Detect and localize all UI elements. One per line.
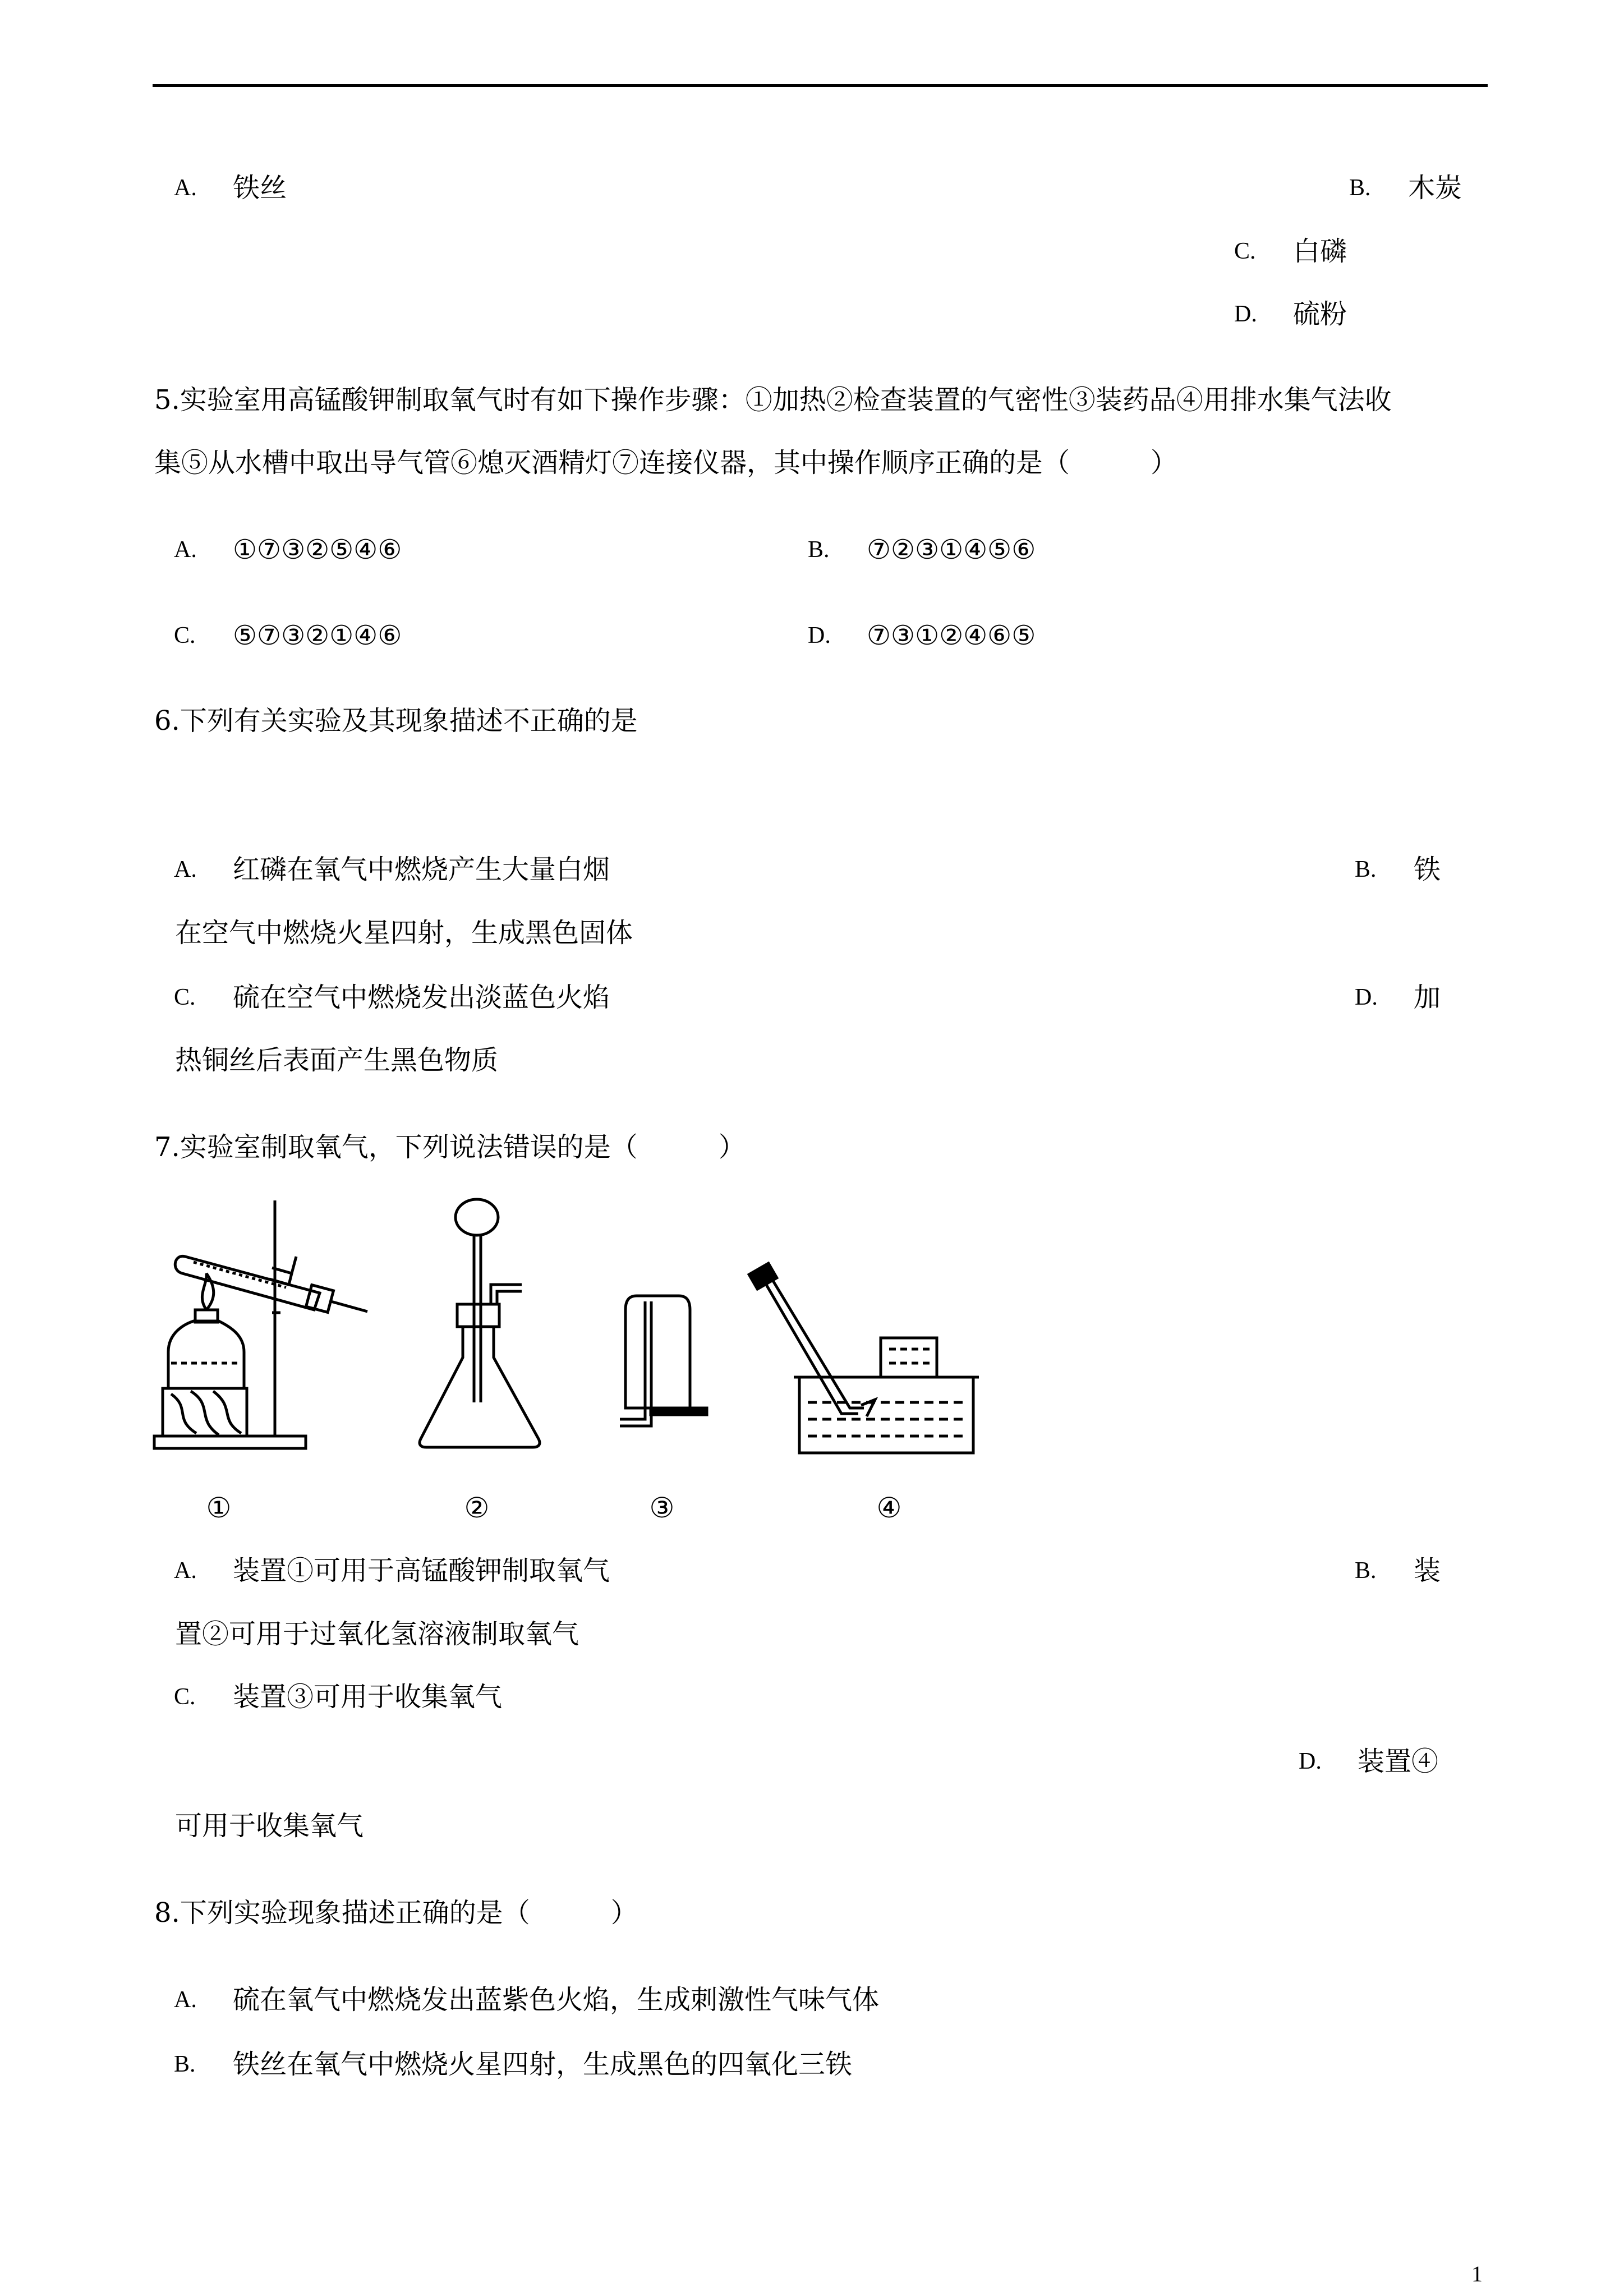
figure-label-2: ② — [464, 1492, 490, 1524]
q6-option-d-cont: 热铜丝后表面产生黑色物质 — [175, 1045, 499, 1076]
q7-option-a-text: 装置①可用于高锰酸钾制取氧气 — [233, 1555, 610, 1586]
q6-option-b-label: B. — [1355, 857, 1377, 882]
q8-option-a-label: A. — [174, 1987, 197, 2013]
q5-option-c-label: C. — [174, 623, 196, 648]
q7-stem: 7.实验室制取氧气，下列说法错误的是（ ） — [154, 1131, 746, 1163]
q7-option-c-text: 装置③可用于收集氧气 — [233, 1681, 503, 1713]
figure-label-1: ① — [206, 1492, 232, 1524]
q4-option-d-text: 硫粉 — [1293, 298, 1347, 330]
q4-option-c-text: 白磷 — [1293, 236, 1347, 267]
q7-option-b-text: 装 — [1414, 1555, 1441, 1586]
apparatus-3 — [620, 1296, 707, 1426]
q4-option-d-label: D. — [1234, 301, 1257, 327]
q4-option-b-label: B. — [1349, 175, 1371, 201]
q8-option-a-text: 硫在氧气中燃烧发出蓝紫色火焰，生成刺激性气味气体 — [233, 1984, 880, 2016]
q6-stem: 6.下列有关实验及其现象描述不正确的是 — [154, 705, 638, 737]
q7-apparatus-figure — [151, 1189, 982, 1526]
q6-option-d-label: D. — [1355, 984, 1378, 1010]
q6-option-b-cont: 在空气中燃烧火星四射，生成黑色固体 — [175, 917, 633, 949]
figure-label-3: ③ — [649, 1492, 675, 1524]
q5-option-a-text: ①⑦③②⑤④⑥ — [233, 534, 402, 565]
q4-option-a-text: 铁丝 — [233, 172, 287, 204]
q7-option-b-label: B. — [1355, 1558, 1377, 1584]
q8-option-b-text: 铁丝在氧气中燃烧火星四射，生成黑色的四氧化三铁 — [233, 2049, 853, 2080]
apparatus-2 — [420, 1199, 540, 1447]
q7-option-d-label: D. — [1299, 1749, 1322, 1774]
q6-option-c-label: C. — [174, 984, 196, 1010]
q4-option-c-label: C. — [1234, 238, 1256, 264]
q5-stem-line2: 集⑤从水槽中取出导气管⑥熄灭酒精灯⑦连接仪器，其中操作顺序正确的是（ ） — [154, 447, 1178, 478]
q5-option-a-label: A. — [174, 537, 197, 563]
q5-option-c-text: ⑤⑦③②①④⑥ — [233, 620, 402, 651]
q5-option-d-text: ⑦③①②④⑥⑤ — [867, 620, 1036, 651]
q5-option-b-label: B. — [808, 537, 830, 563]
q7-option-d-text: 装置④ — [1358, 1746, 1439, 1777]
apparatus-4 — [749, 1263, 979, 1453]
q8-stem: 8.下列实验现象描述正确的是（ ） — [154, 1897, 638, 1929]
q6-option-c-text: 硫在空气中燃烧发出淡蓝色火焰 — [233, 982, 610, 1013]
q6-option-a-label: A. — [174, 857, 197, 882]
q7-option-d-cont: 可用于收集氧气 — [175, 1810, 364, 1842]
q5-option-b-text: ⑦②③①④⑤⑥ — [867, 534, 1036, 565]
q6-option-b-text: 铁 — [1414, 854, 1441, 885]
q8-option-b-label: B. — [174, 2051, 196, 2077]
page-number: 1 — [1471, 2261, 1483, 2286]
apparatus-1 — [154, 1200, 367, 1448]
q5-stem-line1: 5.实验室用高锰酸钾制取氧气时有如下操作步骤：①加热②检查装置的气密性③装药品④用排水集气法收 — [154, 384, 1392, 416]
q7-option-b-cont: 置②可用于过氧化氢溶液制取氧气 — [175, 1618, 579, 1650]
q7-option-a-label: A. — [174, 1558, 197, 1584]
header-rule — [153, 84, 1488, 87]
q6-option-d-text: 加 — [1414, 982, 1441, 1013]
q4-option-a-label: A. — [174, 175, 197, 201]
figure-label-4: ④ — [876, 1492, 902, 1524]
q7-option-c-label: C. — [174, 1684, 196, 1710]
q6-option-a-text: 红磷在氧气中燃烧产生大量白烟 — [233, 854, 610, 885]
q4-option-b-text: 木炭 — [1408, 172, 1462, 204]
q5-option-d-label: D. — [808, 623, 831, 648]
